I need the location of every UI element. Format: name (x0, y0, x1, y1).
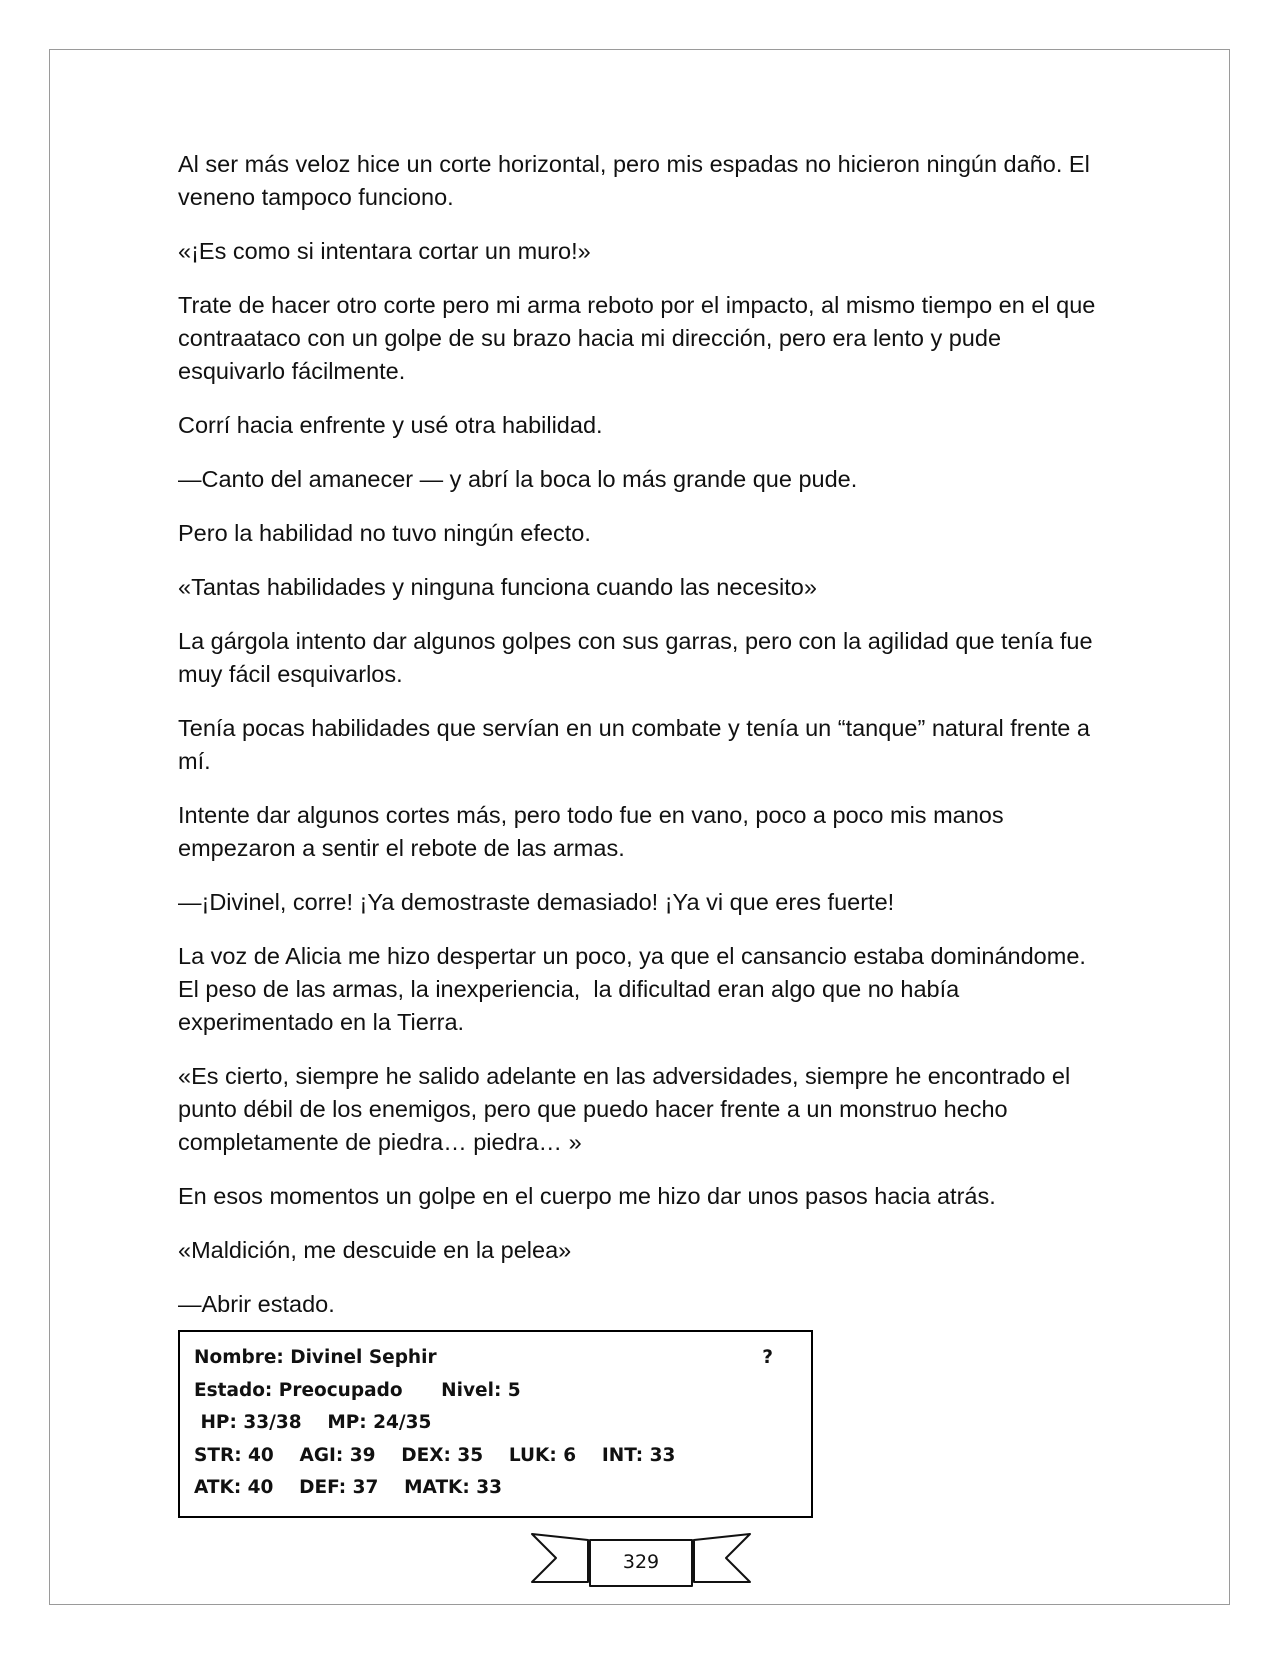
page-number: 329 (622, 1551, 660, 1573)
paragraph: La gárgola intento dar algunos golpes con sus garras, pero con la agilidad que tenía fue muy fácil esquivarlos. (178, 628, 1100, 687)
status-state-level: Estado: Preocupado Nivel: 5 (194, 1379, 521, 1401)
paragraph: La voz de Alicia me hizo despertar un poco, ya que el cansancio estaba dominándome. El peso de las armas, la inexperiencia, la dificultad eran algo que no había experimentado en la Tierra. (178, 943, 1093, 1035)
paragraph: Al ser más veloz hice un corte horizontal, pero mis espadas no hicieron ningún daño. El veneno tampoco funciono. (178, 151, 1097, 210)
paragraph: Tenía pocas habilidades que servían en un combate y tenía un “tanque” natural frente a mí. (178, 715, 1097, 774)
paragraph: Intente dar algunos cortes más, pero todo fue en vano, poco a poco mis manos empezaron a sentir el rebote de las armas. (178, 802, 1011, 861)
paragraph: Pero la habilidad no tuvo ningún efecto. (178, 520, 591, 546)
status-unknown-mark: ? (762, 1347, 773, 1368)
status-window (178, 1330, 813, 1518)
paragraph: Corrí hacia enfrente y usé otra habilidad. (178, 412, 603, 438)
paragraph: «¡Es como si intentara cortar un muro!» (178, 238, 591, 264)
paragraph: «Es cierto, siempre he salido adelante en las adversidades, siempre he encontrado el punto débil de los enemigos, pero que puedo hacer frente a un monstruo hecho completamente de piedra… piedra… » (178, 1063, 1077, 1155)
paragraph: En esos momentos un golpe en el cuerpo me hizo dar unos pasos hacia atrás. (178, 1183, 996, 1209)
status-hp-mp: HP: 33/38 MP: 24/35 (194, 1412, 432, 1433)
paragraph: —Canto del amanecer — y abrí la boca lo más grande que pude. (178, 466, 858, 492)
status-combat-stats: ATK: 40 DEF: 37 MATK: 33 (194, 1477, 502, 1498)
body-text (178, 148, 1102, 1342)
paragraph: Trate de hacer otro corte pero mi arma reboto por el impacto, al mismo tiempo en el que contraataco con un golpe de su brazo hacia mi dirección, pero era lento y pude esquivarlo fácilmente. (178, 292, 1102, 384)
paragraph: —¡Divinel, corre! ¡Ya demostraste demasiado! ¡Ya vi que eres fuerte! (178, 889, 895, 915)
status-name: Nombre: Divinel Sephir (194, 1347, 437, 1368)
status-attributes: STR: 40 AGI: 39 DEX: 35 LUK: 6 INT: 33 (194, 1444, 676, 1466)
paragraph: «Tantas habilidades y ninguna funciona cuando las necesito» (178, 574, 817, 600)
paragraph: «Maldición, me descuide en la pelea» (178, 1237, 572, 1263)
paragraph: —Abrir estado. (178, 1291, 335, 1317)
